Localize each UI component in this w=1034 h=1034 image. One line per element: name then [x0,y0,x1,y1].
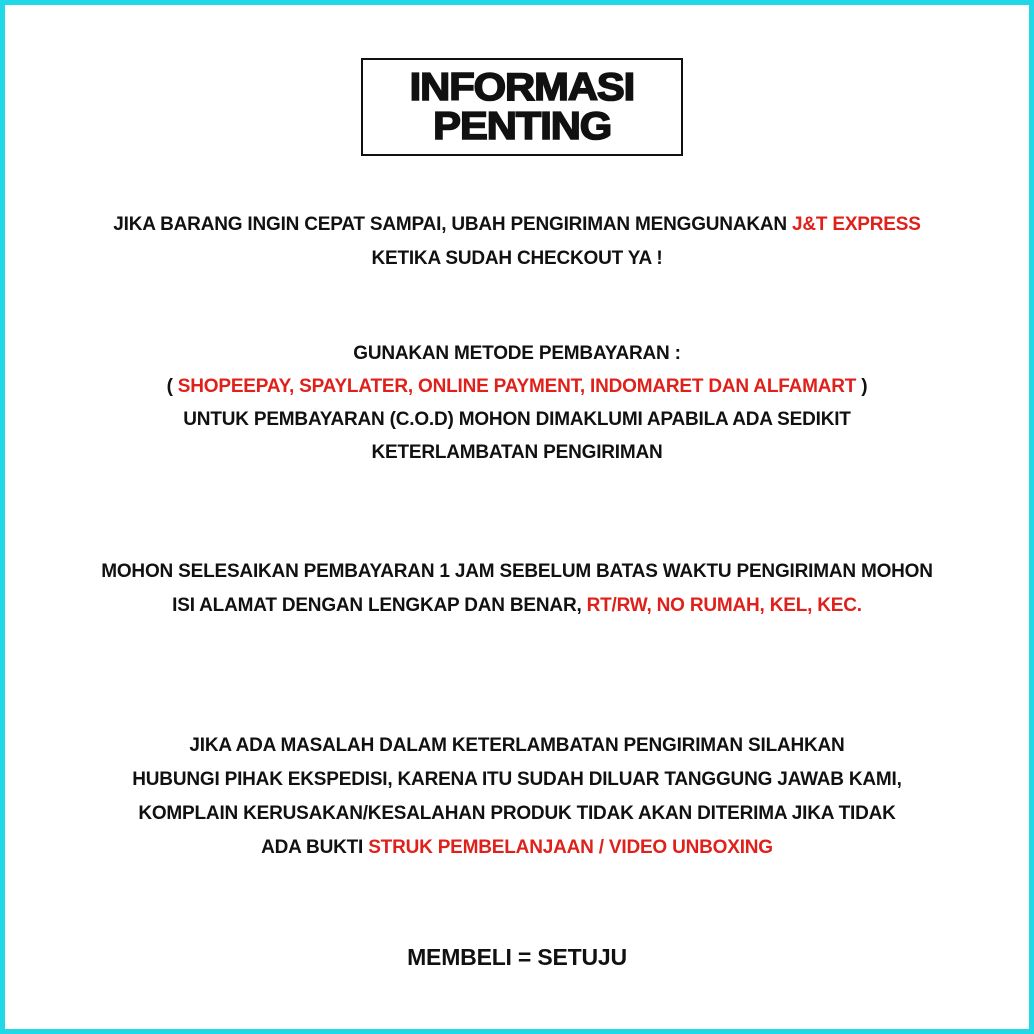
complaint-notice [5,729,1029,865]
title-line-1: INFORMASI [409,66,635,109]
complaint-line-4-text: ADA BUKTI [261,837,369,858]
payment-notice [5,337,1029,469]
payment-line-4: KETERLAMBATAN PENGIRIMAN [371,442,663,463]
payment-close-paren: ) [856,376,868,397]
agreement-text: MEMBELI = SETUJU [407,944,627,970]
shipping-line-1-text: JIKA BARANG INGIN CEPAT SAMPAI, UBAH PENGIRIMAN MENGGUNAKAN [113,214,792,235]
payment-line-1: GUNAKAN METODE PEMBAYARAN : [353,343,681,364]
address-highlight: RT/RW, NO RUMAH, KEL, KEC. [586,595,862,616]
complaint-line-2: HUBUNGI PIHAK EKSPEDISI, KARENA ITU SUDAH DILUAR TANGGUNG JAWAB KAMI, [132,769,902,790]
shipping-notice [5,208,1029,276]
address-notice [5,555,1029,623]
agreement-footer [5,940,1029,974]
title-line-2: PENTING [432,105,611,148]
payment-line-3: UNTUK PEMBAYARAN (C.O.D) MOHON DIMAKLUMI APABILA ADA SEDIKIT [183,409,851,430]
address-line-2-text: ISI ALAMAT DENGAN LENGKAP DAN BENAR, [172,595,587,616]
payment-line-2 [5,370,1029,403]
complaint-line-1: JIKA ADA MASALAH DALAM KETERLAMBATAN PENGIRIMAN SILAHKAN [189,735,845,756]
shipping-line-1 [5,208,1029,242]
proof-highlight: STRUK PEMBELANJAAN / VIDEO UNBOXING [368,837,773,858]
address-line-1: MOHON SELESAIKAN PEMBAYARAN 1 JAM SEBELUM BATAS WAKTU PENGIRIMAN MOHON [101,561,933,582]
complaint-line-3: KOMPLAIN KERUSAKAN/KESALAHAN PRODUK TIDAK AKAN DITERIMA JIKA TIDAK [138,803,896,824]
payment-methods-highlight: SHOPEEPAY, SPAYLATER, ONLINE PAYMENT, INDOMARET DAN ALFAMART [177,376,857,397]
courier-highlight: J&T EXPRESS [791,214,921,235]
title-box [361,58,683,156]
address-line-2 [5,589,1029,623]
shipping-line-2: KETIKA SUDAH CHECKOUT YA ! [371,248,663,269]
complaint-line-4 [5,831,1029,865]
payment-open-paren: ( [166,376,178,397]
